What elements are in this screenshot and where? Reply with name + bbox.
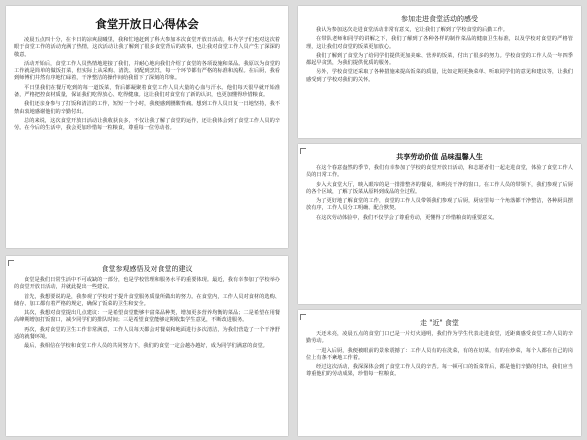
- doc-page-3: [298, 144, 581, 304]
- paragraph: 一进入后厨，我便被眼前的景象震撼了：工作人员有的在洗菜，有的在切菜，有的在炒菜，每个人都在自己的岗位上有条不紊地工作着。: [306, 347, 573, 361]
- paragraph: 另外，学校食堂还采取了各种措施来提高饭菜的质量，比如定期更换菜单、听取同学们的意见和建议等，让我们感受到了学校对我们的关怀。: [306, 69, 573, 83]
- doc-body: [6, 256, 288, 436]
- doc-page-4: [6, 256, 288, 436]
- doc-page-2: [298, 6, 581, 138]
- doc-body: [298, 310, 581, 436]
- paragraph: 步入大食堂大厅，映入眼帘的是一排排整齐的餐桌，和明亮干净的窗口。在工作人员的带领下，我们参观了后厨的各个区域，了解了饭菜从原料到成品的全过程。: [306, 181, 573, 195]
- paragraph: 总的来说，这次食堂开放日活动让我收获良多，不仅让我了解了食堂的运作，还让我体会到了食堂工作人员的辛劳。在今后的生活中，我会更加珍惜每一粒粮食，尊重每一位劳动者。: [14, 117, 280, 132]
- doc-body: [298, 144, 581, 304]
- paragraph: 食堂是我们日常生活中不可或缺的一部分，也是学校管理和服务水平的重要体现。最近，我有幸参加了学校举办的食堂开放日活动，并就此提出一些建议。: [14, 277, 280, 291]
- corner-mark: [8, 260, 14, 266]
- paragraph: 我们了解到了食堂为了给同学们提供更加美味、营养的饭菜，付出了很多的努力。学校食堂的工作人员一年四季都起早贪黑，为我们提供优质的服务。: [306, 52, 573, 67]
- corner-mark: [300, 314, 306, 320]
- paragraph: 天还未亮，凌晨五点的食堂门口已是一片灯火通明，我们作为学生代表走进食堂，近距离感受食堂工作人员的辛勤劳动。: [306, 331, 573, 345]
- paragraph: 活动开始后，食堂工作人员热情地迎接了我们，并耐心地向我们介绍了食堂的各项设施和菜品。我原以为食堂的工作就是简单的做饭打菜，但实际上从采购、清洗、切配到烹饪，每一个环节都有严格的标准和流程。在后厨，我看到师傅们井然有序地忙碌着，干净整洁的操作间给我留下了深刻的印象。: [14, 60, 280, 82]
- paragraph: 在带队老师和同学的讲解之下，我们了解到了各种各样的制作菜品的健康卫生标准，以及学校对食堂的严格管理，这让我们对食堂的饭菜更加放心。: [306, 36, 573, 50]
- corner-mark: [300, 148, 306, 154]
- paragraph: 首先，我想要说的是，我参观了学校对于提升食堂服务质量所做出的努力。在食堂内，工作人员对食材的选购、储存、加工都有着严格的规定，确保了饭菜的卫生和安全。: [14, 293, 280, 307]
- doc-body: [6, 6, 288, 248]
- paragraph: 再次，我对食堂的卫生工作非常满意，工作人员每天都会对餐桌和地面进行多次清洁，为我们营造了一个干净舒适的就餐环境。: [14, 326, 280, 341]
- section-title: 食堂参观感悟及对食堂的建议: [101, 265, 193, 273]
- section-title: 走 "近" 食堂: [420, 319, 459, 327]
- paragraph: 我认为参加这次走进食堂活动非常有意义，它让我们了解到了学校食堂的后勤工作。: [316, 27, 508, 33]
- paragraph: 最后，我相信在学校和食堂工作人员的共同努力下，我们的食堂一定会越办越好，成为同学们满意的食堂。: [24, 343, 268, 350]
- doc-page-5: [298, 310, 581, 436]
- section-title: 参加走进食堂活动的感受: [401, 15, 478, 23]
- paragraph: 其次，我想对食堂提出几点建议：一是希望食堂能够丰富菜品种类，增加更多营养均衡的菜品；二是希望在用餐高峰期增加打饭窗口，减少同学们的排队时间；三是希望食堂能够定期收集学生意见，不断改进服务。: [14, 310, 280, 324]
- paragraph: 在这个春意盎然的季节，我们有幸参加了学校的食堂开放日活动，和志愿者们一起走进食堂，体验了食堂工作人员的日常工作。: [306, 165, 573, 179]
- section-title: 共享劳动价值 品味温馨人生: [396, 152, 483, 161]
- paragraph: 经过这次活动，我深深体会到了食堂工作人员的辛苦。每一顿可口的饭菜背后，都是他们辛勤的付出，我们应当尊重他们的劳动成果，珍惜每一粒粮食。: [306, 364, 573, 378]
- paragraph: 平日里我们在餐厅吃到的每一道饭菜，背后都凝聚着食堂工作人员大量的心血与汗水。他们每天很早就开始准备，严格把控食材质量，保证我们吃得放心、吃得健康。这让我们对食堂有了新的认识，也更加懂得珍惜粮食。: [14, 84, 280, 99]
- doc-body: [298, 6, 581, 138]
- doc-page-1: [6, 6, 288, 248]
- paragraph: 我们还亲身参与了打饭和清洁的工作，短短一个小时，我便感到腰酸背痛。想到工作人员日复一日地坚持，我不禁由衷地感谢他们的辛勤付出。: [14, 101, 280, 115]
- paragraph: 在这次劳动体验中，我们不仅学会了尊重劳动，更懂得了珍惜粮食的重要意义。: [316, 214, 498, 221]
- paragraph: 凌晨五点四十分，在卡日的凉爽晨曦里，我和忙地赶到了科大参加本次食堂开放日活动。科大学子们也对这次着眼于食堂工作的活动充满了热情，这次活动让我了解到了很多食堂背后的故事，也让我对食堂工作人员产生了深深的敬意。: [14, 37, 280, 58]
- page-title: 食堂开放日心得体会: [95, 17, 199, 31]
- paragraph: 为了更好地了解食堂的工作，食堂的工作人员带领我们参观了后厨，厨房里每一个角落都干净整洁，各种厨具摆放有序，工作人员分工明确、配合默契。: [306, 198, 573, 212]
